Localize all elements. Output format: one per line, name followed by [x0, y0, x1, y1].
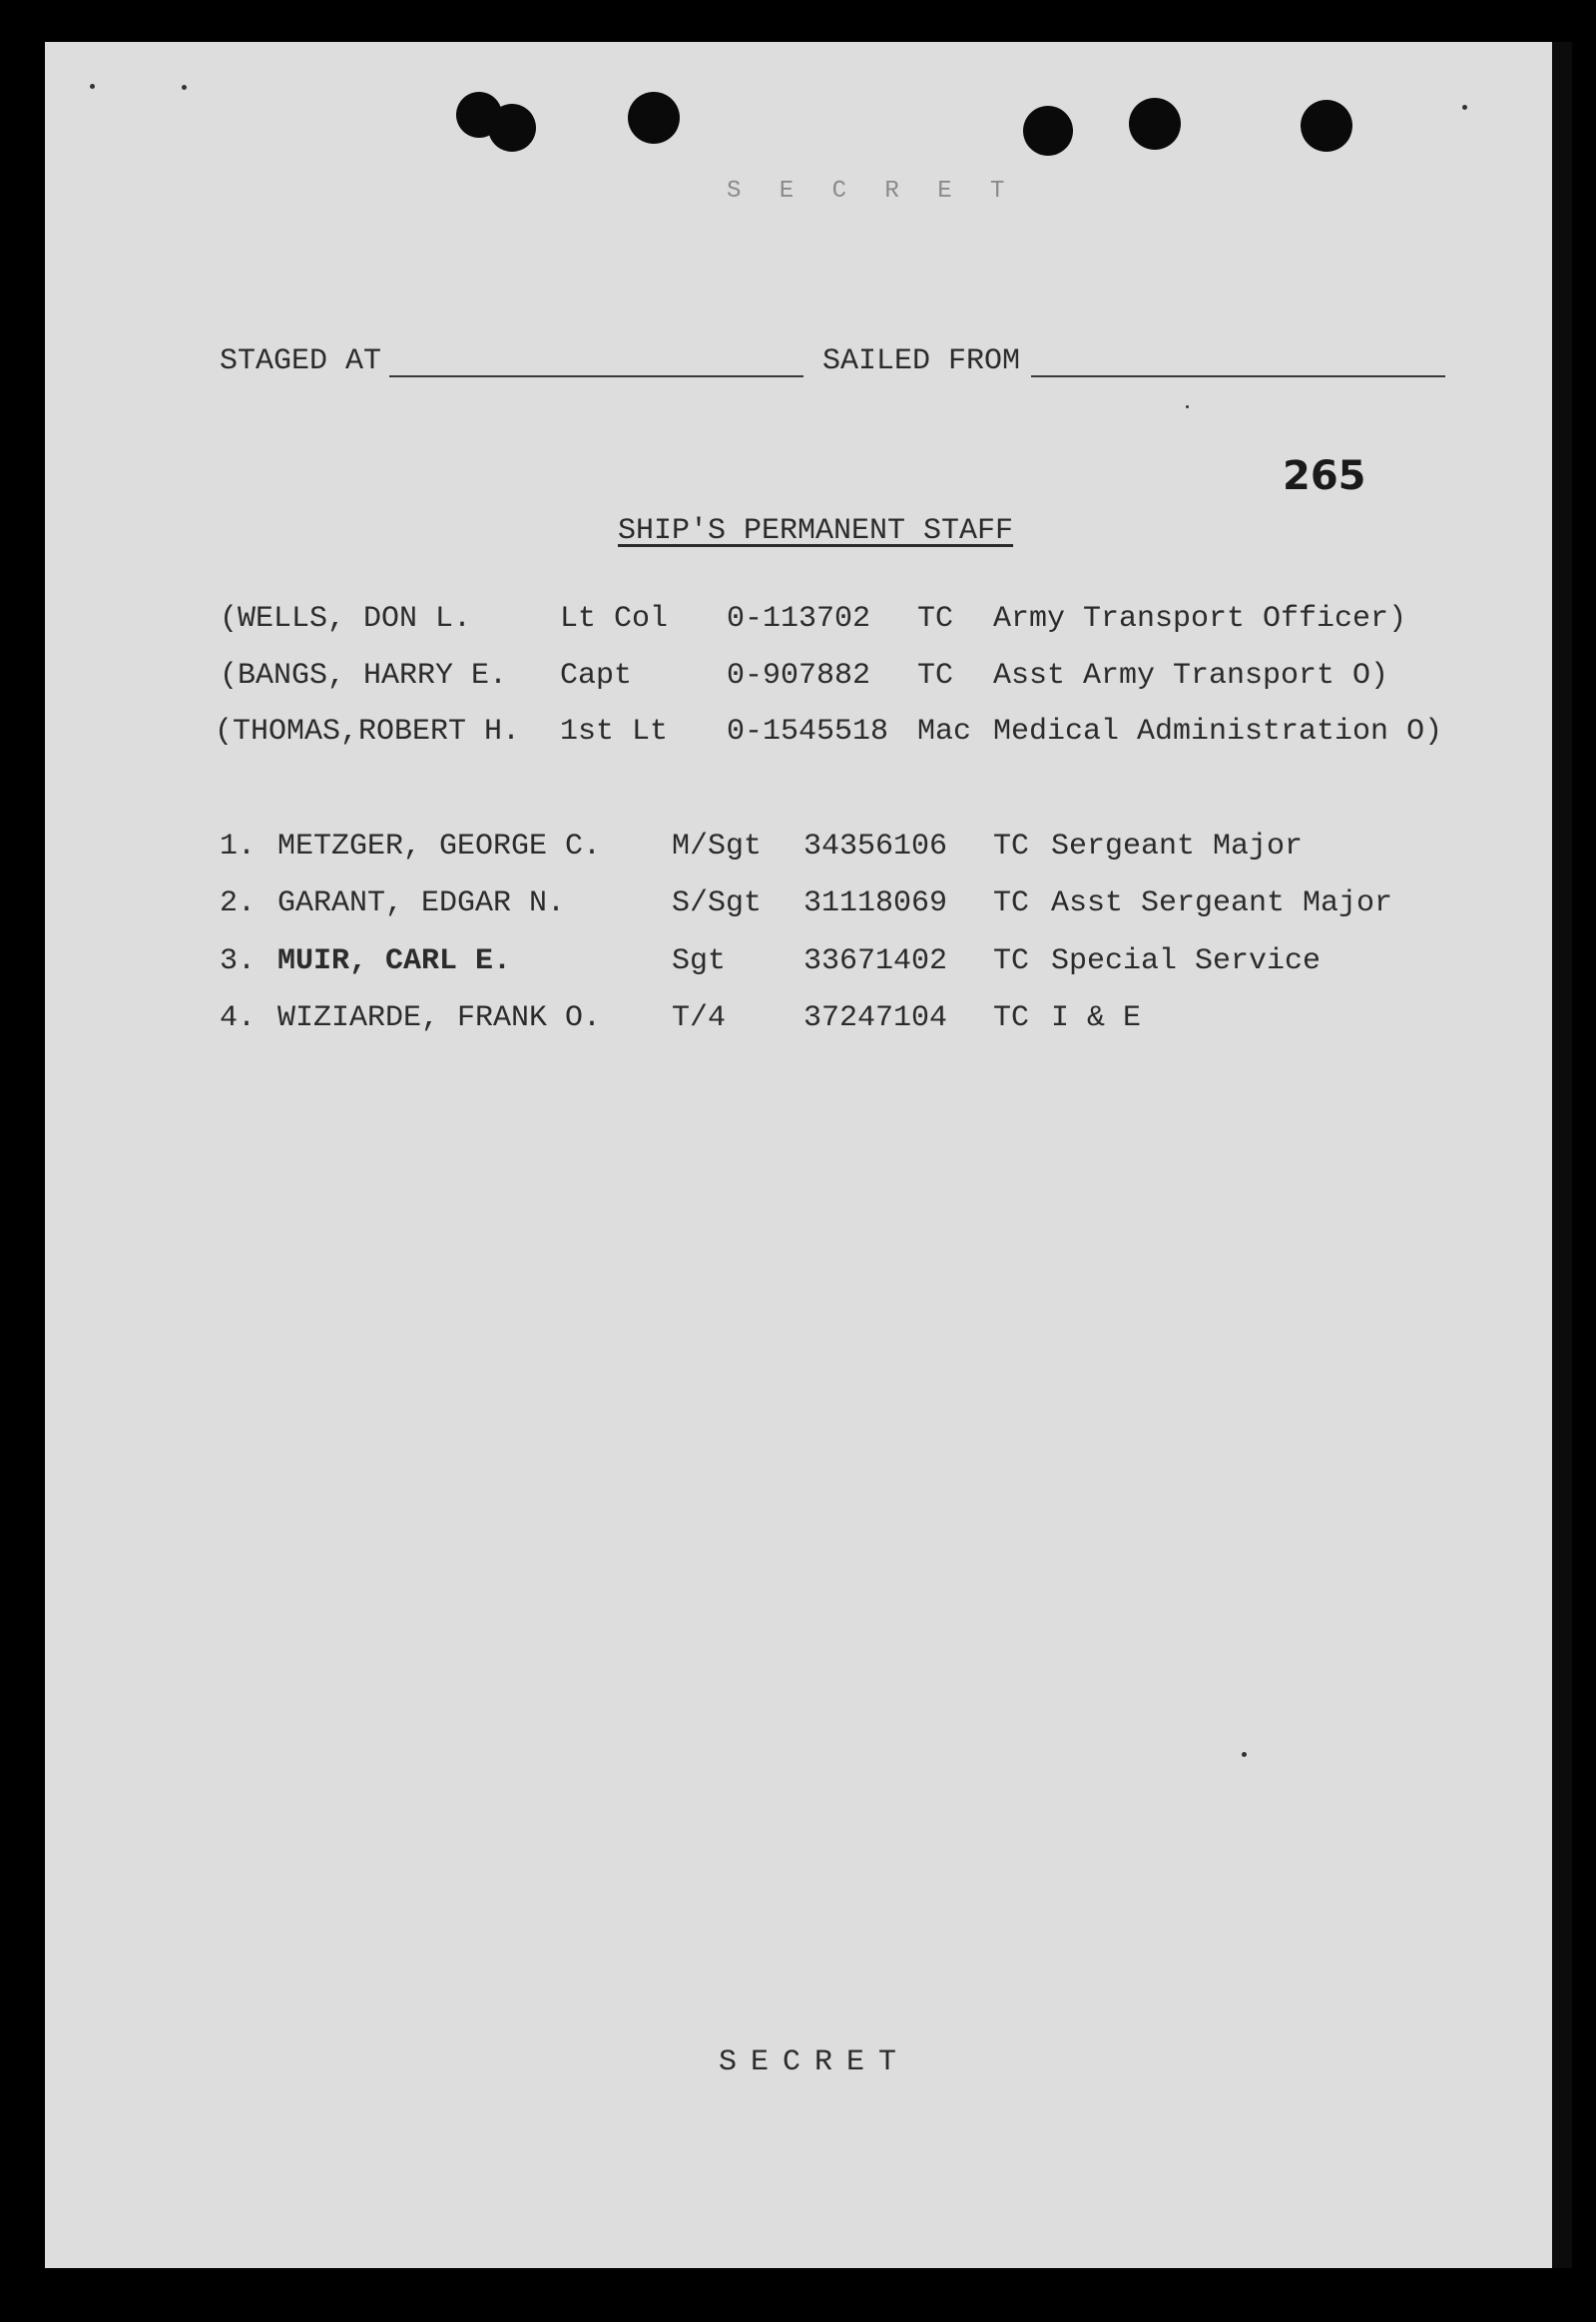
- page-edge-shadow: [1552, 42, 1572, 2268]
- paper-speck: [1186, 405, 1189, 408]
- paper-speck: [1462, 105, 1467, 110]
- document-page: [45, 42, 1552, 2268]
- enlisted-duty: Special Service: [1051, 944, 1322, 978]
- officer-serial: 0-907882: [727, 659, 871, 693]
- punch-hole: [628, 92, 680, 144]
- enlisted-branch: TC: [993, 1001, 1030, 1035]
- punch-hole: [1129, 98, 1181, 150]
- enlisted-serial: 33671402: [803, 944, 948, 978]
- paper-speck: [1242, 1752, 1247, 1757]
- footer-secret-marking: SECRET: [719, 2045, 911, 2079]
- officer-branch: TC: [917, 659, 954, 693]
- officer-name: (BANGS, HARRY E.: [220, 659, 508, 693]
- enlisted-name: WIZIARDE, FRANK O.: [277, 1001, 602, 1035]
- enlisted-branch: TC: [993, 944, 1030, 978]
- officer-duty: Army Transport Officer): [993, 602, 1407, 636]
- staged-at-blank: [389, 375, 803, 377]
- sailed-from-label: SAILED FROM: [822, 344, 1021, 378]
- enlisted-name: MUIR, CARL E.: [277, 944, 512, 978]
- enlisted-serial: 37247104: [803, 1001, 948, 1035]
- officer-branch: TC: [917, 602, 954, 636]
- officer-rank: Lt Col: [560, 602, 669, 636]
- staged-at-label: STAGED AT: [220, 344, 382, 378]
- officer-rank: 1st Lt: [560, 715, 669, 749]
- page-number: 265: [1283, 453, 1366, 499]
- enlisted-name: METZGER, GEORGE C.: [277, 830, 602, 864]
- enlisted-branch: TC: [993, 830, 1030, 864]
- enlisted-serial: 34356106: [803, 830, 948, 864]
- punch-hole: [1301, 100, 1352, 152]
- paper-speck: [182, 85, 187, 90]
- enlisted-rank: M/Sgt: [672, 830, 763, 864]
- enlisted-number: 2.: [220, 886, 257, 920]
- officer-branch: Mac: [917, 715, 972, 749]
- staff-heading: SHIP'S PERMANENT STAFF: [618, 514, 1014, 548]
- enlisted-name: GARANT, EDGAR N.: [277, 886, 566, 920]
- enlisted-duty: Asst Sergeant Major: [1051, 886, 1393, 920]
- enlisted-number: 1.: [220, 830, 257, 864]
- officer-name: (WELLS, DON L.: [220, 602, 472, 636]
- punch-hole: [488, 104, 536, 152]
- officer-name: (THOMAS,ROBERT H.: [215, 715, 521, 749]
- sailed-from-blank: [1031, 375, 1445, 377]
- enlisted-duty: I & E: [1051, 1001, 1142, 1035]
- officer-duty: Medical Administration O): [993, 715, 1443, 749]
- enlisted-number: 3.: [220, 944, 257, 978]
- header-secret-marking: S E C R E T: [727, 178, 1017, 205]
- punch-hole: [1023, 106, 1073, 156]
- officer-serial: 0-1545518: [727, 715, 889, 749]
- enlisted-branch: TC: [993, 886, 1030, 920]
- officer-serial: 0-113702: [727, 602, 871, 636]
- officer-duty: Asst Army Transport O): [993, 659, 1389, 693]
- enlisted-number: 4.: [220, 1001, 257, 1035]
- officer-rank: Capt: [560, 659, 633, 693]
- enlisted-rank: S/Sgt: [672, 886, 763, 920]
- enlisted-duty: Sergeant Major: [1051, 830, 1304, 864]
- enlisted-serial: 31118069: [803, 886, 948, 920]
- paper-speck: [90, 84, 95, 89]
- enlisted-rank: T/4: [672, 1001, 727, 1035]
- enlisted-rank: Sgt: [672, 944, 727, 978]
